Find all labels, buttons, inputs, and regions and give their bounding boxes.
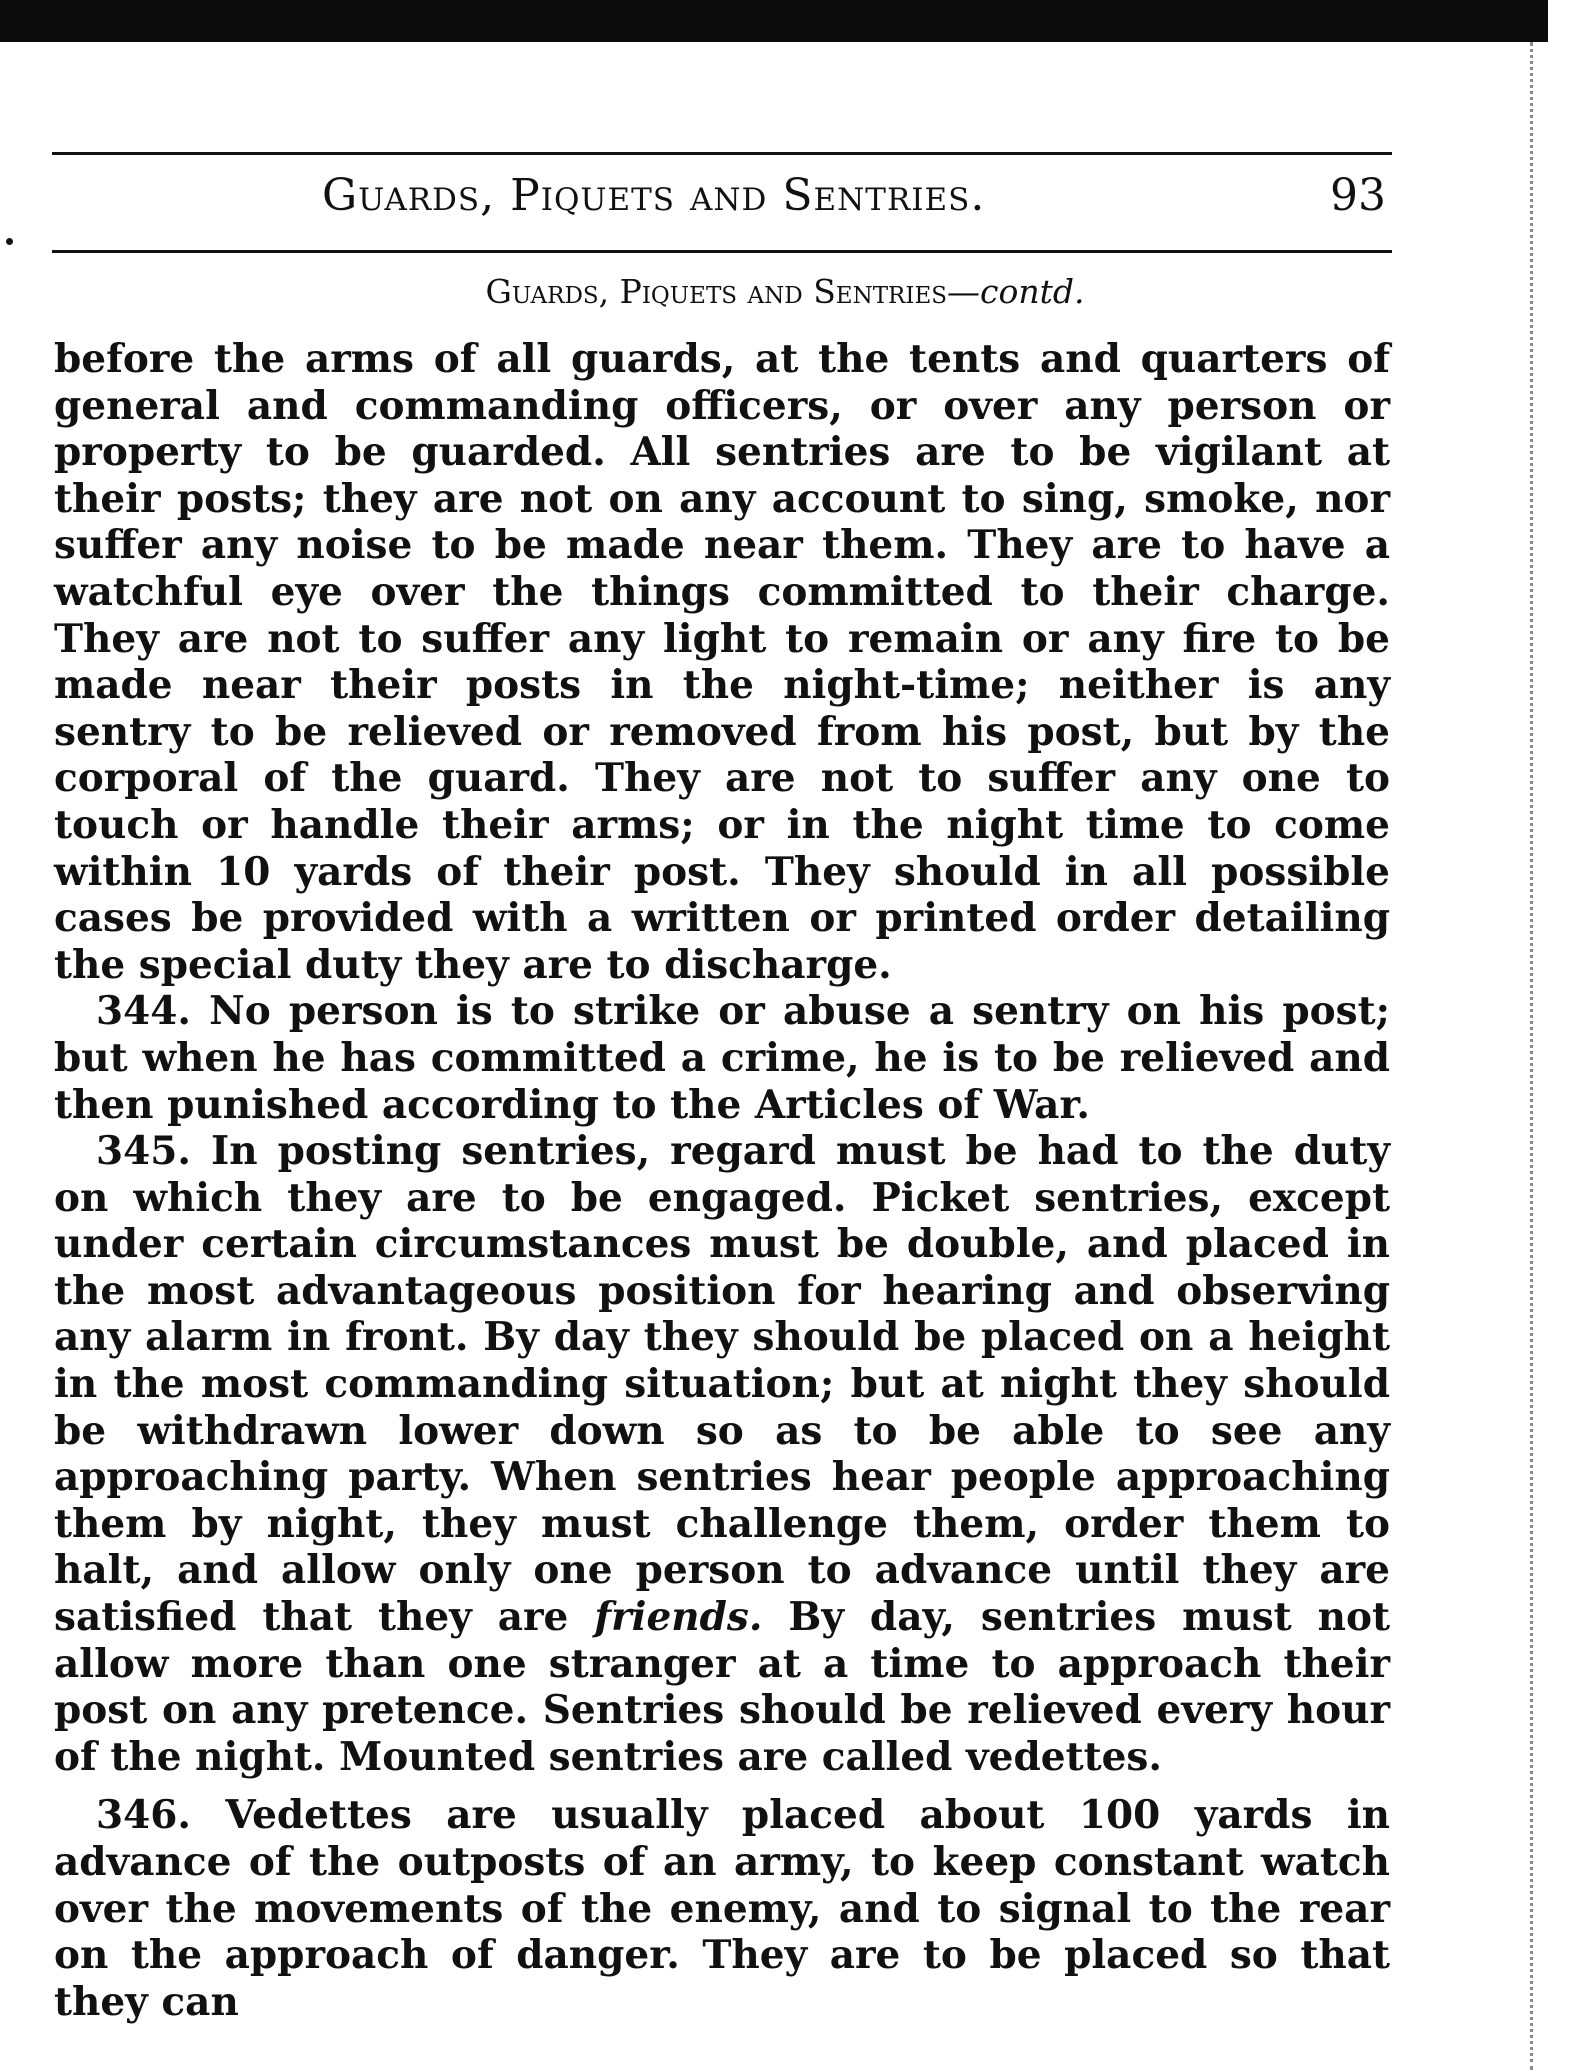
paragraph-345 [54, 1128, 1390, 1780]
section-subheading [0, 272, 1570, 311]
paragraph-346 [54, 1792, 1390, 2025]
paragraph-emphasis: friends. [594, 1594, 763, 1641]
body-text [54, 336, 1390, 2025]
paragraph-text: Vedettes are usually placed about 100 yards in advance of the outposts of an army, to keep constant watch over the movements of the enemy, and to signal to the rear on the approach of danger. They are to be placed so that they can [54, 1792, 1390, 2025]
paragraph-number: 344. [96, 988, 191, 1035]
subheading-text: Guards, Piquets and Sentries [485, 272, 948, 311]
paragraph-continued [54, 336, 1390, 988]
paragraph-344 [54, 988, 1390, 1128]
margin-mark [6, 238, 13, 245]
paragraph-text: In posting sentries, regard must be had to the duty on which they are to be engaged. Picket sentries, except under certain circumstances must be double, and placed in the most advantageous position for hearing and observing any alarm in front. By day they should be placed on a height in the most commanding situation; but at night they should be withdrawn lower down so as to be able to see any approaching party. When sentries hear people approaching them by night, they must challenge them, order them to halt, and allow only one person to advance until they are satisfied that they are [54, 1128, 1391, 1641]
scan-page-edge [1530, 42, 1537, 2070]
paragraph-text: before the arms of all guards, at the tents and quarters of general and commanding officers, or over any person or property to be guarded. All sentries are to be vigilant at their posts; they are not on any account to sing, smoke, nor suffer any noise to be made near them. They are to have a watchful eye over the things committed to their charge. They are not to suffer any light to remain or any fire to be made near their posts in the night-time; neither is any sentry to be relieved or removed from his post, but by the corporal of the guard. They are not to suffer any one to touch or handle their arms; or in the night time to come within 10 yards of their post. They should in all possible cases be provided with a written or printed order detailing the special duty they are to discharge. [54, 336, 1390, 988]
running-head [52, 162, 1392, 232]
paragraph-number: 346. [96, 1792, 191, 1839]
scan-top-border [0, 0, 1548, 42]
paragraph-text: No person is to strike or abuse a sentry on his post; but when he has committed a crime, he is to be relieved and then punished according to the Articles of War. [54, 988, 1390, 1128]
header-rule-bottom [52, 250, 1392, 253]
running-title: Guards, Piquets and Sentries. [322, 170, 986, 221]
paragraph-text-continued: By day, sentries must not allow more than one stranger at a time to approach their post on any pretence. Sentries should be relieved every hour of the night. Mounted sentries are called vedettes. [54, 1594, 1391, 1780]
page-number: 93 [1330, 170, 1386, 221]
header-rule-top [52, 152, 1392, 155]
subheading-contd: —contd. [947, 272, 1085, 311]
paragraph-number: 345. [96, 1128, 191, 1175]
